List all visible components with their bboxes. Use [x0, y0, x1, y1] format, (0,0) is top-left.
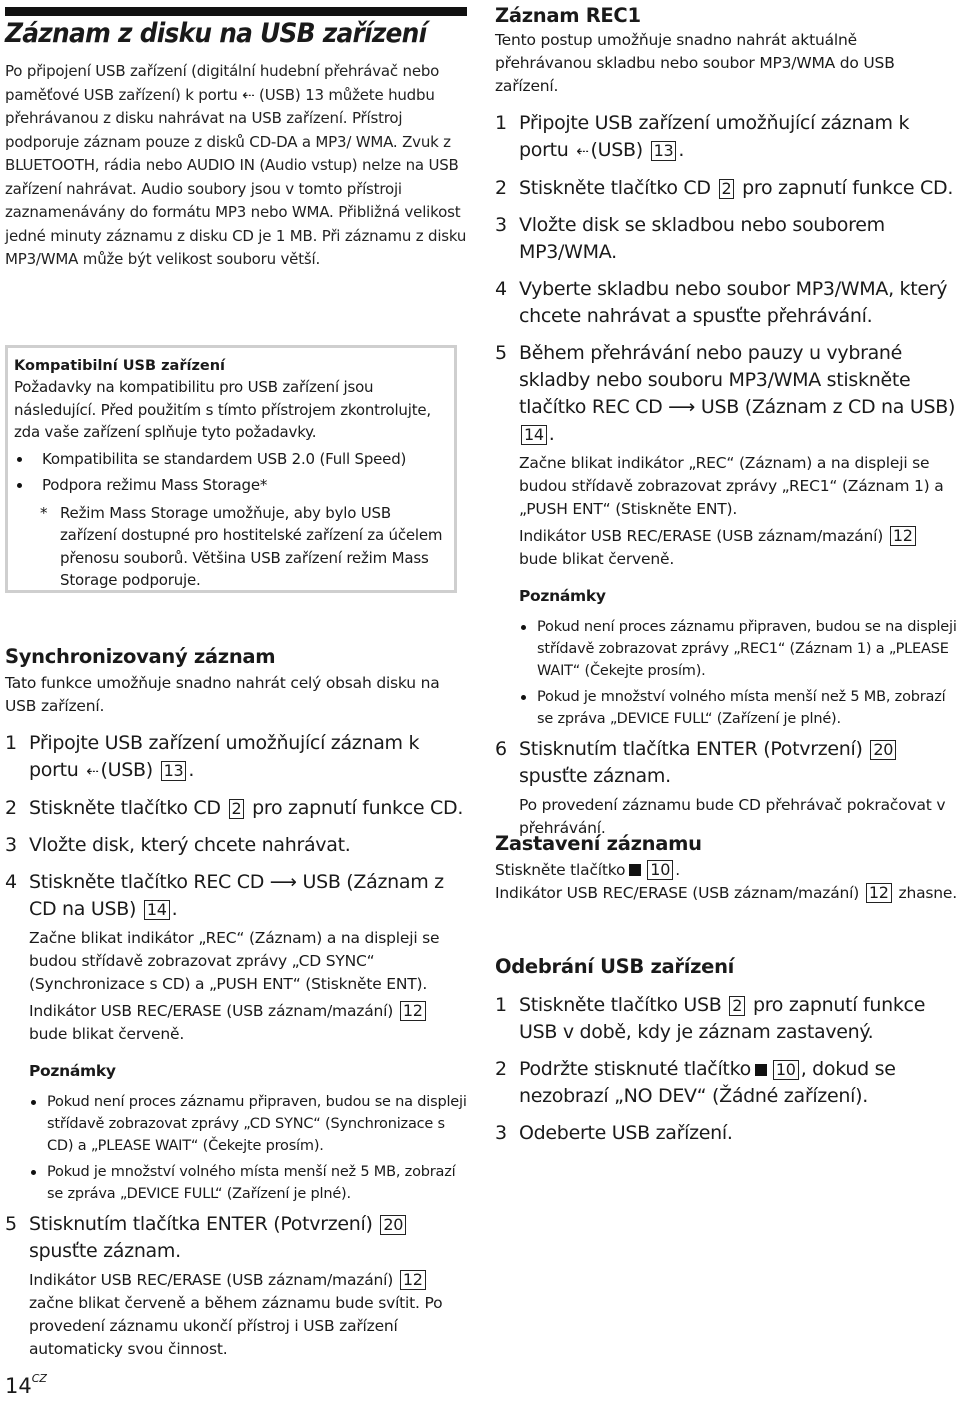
step-text: Vložte disk se skladbou nebo souborem MP3/WMA. — [519, 214, 885, 263]
step-text: (USB) — [100, 759, 153, 781]
step-detail: Začne blikat indikátor „REC“ (Záznam) a na displeji se budou střídavě zobrazovat zprávy „CD SYNC“ (Synchronizace s CD) a „PUSH ENT“ (Stiskněte ENT). — [29, 929, 440, 993]
rec1-step-5 — [495, 340, 957, 730]
step-text: . — [678, 139, 685, 161]
compat-title: Kompatibilní USB zařízení — [14, 358, 226, 374]
button-ref-12: 12 — [400, 1270, 426, 1290]
remove-heading: Odebrání USB zařízení — [495, 955, 735, 978]
page-number — [5, 1372, 47, 1398]
stop-text: Stiskněte tlačítko — [495, 861, 626, 879]
step-detail — [29, 1000, 467, 1046]
step-text: Vložte disk, který chcete nahrávat. — [29, 834, 351, 856]
button-ref-2: 2 — [719, 179, 735, 199]
rec1-lead: Tento postup umožňuje snadno nahrát aktuálně přehrávanou skladbu nebo soubor MP3/WMA do USB zařízení. — [495, 31, 895, 95]
sync-step-5 — [5, 1211, 467, 1361]
button-ref-12: 12 — [866, 883, 892, 903]
compat-bullet: Podpora režimu Mass Storage* — [14, 472, 446, 498]
button-ref-2: 2 — [229, 799, 245, 819]
step-text: Stiskněte tlačítko CD — [29, 797, 221, 819]
page-title: Záznam z disku na USB zařízení — [5, 18, 427, 49]
step-number: 4 — [5, 871, 17, 893]
sync-step-3 — [5, 832, 467, 859]
sync-step-4 — [5, 869, 467, 1205]
stop-heading: Zastavení záznamu — [495, 832, 702, 855]
button-ref-12: 12 — [400, 1001, 426, 1021]
compat-box — [5, 345, 457, 593]
stop-text: Indikátor USB REC/ERASE (USB záznam/mazání) — [495, 884, 860, 902]
stop-section — [495, 832, 957, 905]
sync-section — [5, 645, 467, 1361]
step-number: 2 — [495, 1058, 507, 1080]
step-text: (USB) — [590, 139, 643, 161]
step-number: 1 — [5, 732, 17, 754]
step-text: spusťte záznam. — [519, 765, 671, 787]
stop-icon — [755, 1064, 767, 1076]
button-ref-20: 20 — [870, 740, 896, 760]
step-text: Podržte stisknuté tlačítko — [519, 1058, 751, 1080]
step-text: . — [171, 898, 178, 920]
step-detail-text: Indikátor USB REC/ERASE (USB záznam/mazání) — [29, 1002, 394, 1020]
compat-text: Požadavky na kompatibilitu pro USB zařízení jsou následující. Před použitím s tímto přístrojem zkontrolujte, zda vaše zařízení splňuje tyto požadavky. — [14, 378, 431, 441]
notes-list — [29, 1091, 467, 1205]
top-rule — [5, 7, 467, 16]
remove-section — [495, 955, 957, 1147]
step-detail-text: bude blikat červeně. — [519, 550, 675, 568]
stop-line-1 — [495, 859, 957, 882]
page-number-value: 14 — [5, 1374, 32, 1398]
rec1-step-2 — [495, 175, 957, 202]
step-text: pro zapnutí funkce CD. — [742, 177, 954, 199]
step-number: 2 — [5, 797, 17, 819]
step-text: Stiskněte tlačítko CD — [519, 177, 711, 199]
rec1-heading: Záznam REC1 — [495, 4, 641, 27]
notes-list — [519, 616, 957, 730]
step-text: . — [548, 423, 555, 445]
step-detail — [519, 525, 957, 571]
step-text: Odeberte USB zařízení. — [519, 1122, 733, 1144]
step-number: 6 — [495, 738, 507, 760]
remove-step-3 — [495, 1120, 957, 1147]
button-ref-13: 13 — [161, 761, 187, 781]
stop-icon — [629, 864, 641, 876]
step-number: 1 — [495, 112, 507, 134]
button-ref-12: 12 — [890, 526, 916, 546]
rec1-section — [495, 4, 957, 840]
footnote-mark: * — [40, 503, 48, 522]
rec1-step-6 — [495, 736, 957, 840]
step-text: spusťte záznam. — [29, 1240, 181, 1262]
usb-icon: ⇠ — [576, 142, 589, 160]
page-language: CZ — [31, 1372, 47, 1385]
step-detail-text: bude blikat červeně. — [29, 1025, 185, 1043]
compat-list — [14, 446, 446, 498]
step-text: pro zapnutí funkce CD. — [252, 797, 464, 819]
notes-title: Poznámky — [519, 587, 606, 605]
sync-heading: Synchronizovaný záznam — [5, 645, 276, 668]
intro-text: Po připojení USB zařízení (digitální hudební přehrávač nebo paměťové USB zařízení) k portu ⇠ (USB) 13 můžete hudbu přehrávanou z disku nahrávat na USB zařízení. Přístroj podporuje záznam pouze z disků CD-DA a MP3/ WMA. Zvuk z BLUETOOTH, rádia nebo AUDIO IN (Audio vstup) nelze na USB zařízení nahrávat. Audio soubory jsou v tomto přístroji zaznamenávány do formátu MP3 nebo WMA. Přibližná velikost jedné minuty záznamu z disku CD je 1 MB. Při záznamu z disku MP3/WMA může být velikost souboru větší. — [5, 62, 467, 268]
sync-lead: Tato funkce umožňuje snadno nahrát celý obsah disku na USB zařízení. — [5, 674, 440, 715]
step-number: 3 — [495, 214, 507, 236]
step-text: Během přehrávání nebo pauzy u vybrané skladby nebo souboru MP3/WMA stiskněte tlačítko REC CD ⟶ USB (Záznam z CD na USB) — [519, 342, 956, 418]
step-text: . — [188, 759, 195, 781]
sync-step-2 — [5, 795, 467, 822]
step-text: Stiskněte tlačítko REC CD ⟶ USB (Záznam z CD na USB) — [29, 871, 444, 920]
note-item: Pokud není proces záznamu připraven, budou se na displeji střídavě zobrazovat zprávy „CD SYNC“ (Synchronizace s CD) a „PLEASE WAIT“ (Čekejte prosím). — [29, 1091, 467, 1157]
step-number: 5 — [495, 342, 507, 364]
button-ref-10: 10 — [773, 1060, 799, 1080]
stop-text: . — [675, 861, 680, 879]
step-detail-text: Indikátor USB REC/ERASE (USB záznam/mazání) — [519, 527, 884, 545]
remove-step-2 — [495, 1056, 957, 1110]
rec1-step-3 — [495, 212, 957, 266]
step-number: 5 — [5, 1213, 17, 1235]
rec1-step-4 — [495, 276, 957, 330]
sync-step-1 — [5, 730, 467, 785]
stop-line-2 — [495, 882, 957, 905]
notes-title: Poznámky — [29, 1062, 116, 1080]
remove-step-1 — [495, 992, 957, 1046]
step-detail: Začne blikat indikátor „REC“ (Záznam) a na displeji se budou střídavě zobrazovat zprávy „REC1“ (Záznam 1) a „PUSH ENT“ (Stiskněte ENT). — [519, 454, 944, 518]
step-text: Stiskněte tlačítko USB — [519, 994, 722, 1016]
step-text: Stisknutím tlačítka ENTER (Potvrzení) — [29, 1213, 373, 1235]
button-ref-13: 13 — [651, 141, 677, 161]
step-text: Připojte USB zařízení umožňující záznam k portu — [29, 732, 420, 781]
step-detail — [29, 1269, 467, 1361]
step-number: 4 — [495, 278, 507, 300]
step-text: Vyberte skladbu nebo soubor MP3/WMA, který chcete nahrávat a spusťte přehrávání. — [519, 278, 948, 327]
button-ref-14: 14 — [521, 425, 547, 445]
step-text: Připojte USB zařízení umožňující záznam k portu — [519, 112, 910, 161]
note-item: Pokud je množství volného místa menší než 5 MB, zobrazí se zpráva „DEVICE FULL“ (Zařízení je plné). — [29, 1161, 467, 1205]
note-item: Pokud není proces záznamu připraven, budou se na displeji střídavě zobrazovat zprávy „REC1“ (Záznam 1) a „PLEASE WAIT“ (Čekejte prosím). — [519, 616, 957, 682]
step-detail-text: začne blikat červeně a během záznamu bude svítit. Po provedení záznamu ukončí přístroj i USB zařízení automaticky svou činnost. — [29, 1294, 443, 1358]
step-text: , dokud se nezobrazí „NO DEV“ (Žádné zařízení). — [519, 1058, 896, 1107]
step-text: pro zapnutí funkce USB v době, kdy je záznam zastavený. — [519, 994, 926, 1043]
rec1-step-1 — [495, 110, 957, 165]
step-number: 3 — [495, 1122, 507, 1144]
compat-footnote — [14, 502, 446, 592]
stop-text: zhasne. — [898, 884, 957, 902]
button-ref-14: 14 — [144, 900, 170, 920]
note-item: Pokud je množství volného místa menší než 5 MB, zobrazí se zpráva „DEVICE FULL“ (Zařízení je plné). — [519, 686, 957, 730]
step-detail: Po provedení záznamu bude CD přehrávač pokračovat v přehrávání. — [519, 796, 946, 837]
step-detail-text: Indikátor USB REC/ERASE (USB záznam/mazání) — [29, 1271, 394, 1289]
button-ref-2: 2 — [729, 996, 745, 1016]
footnote-text: Režim Mass Storage umožňuje, aby bylo USB zařízení dostupné pro hostitelské zařízení za účelem přenosu souborů. Většina USB zařízení režim Mass Storage podporuje. — [60, 503, 443, 589]
button-ref-10: 10 — [647, 860, 673, 880]
step-number: 3 — [5, 834, 17, 856]
compat-bullet: Kompatibilita se standardem USB 2.0 (Full Speed) — [14, 446, 446, 472]
step-number: 1 — [495, 994, 507, 1016]
usb-icon: ⇠ — [86, 762, 99, 780]
step-text: Stisknutím tlačítka ENTER (Potvrzení) — [519, 738, 863, 760]
button-ref-20: 20 — [380, 1215, 406, 1235]
step-number: 2 — [495, 177, 507, 199]
